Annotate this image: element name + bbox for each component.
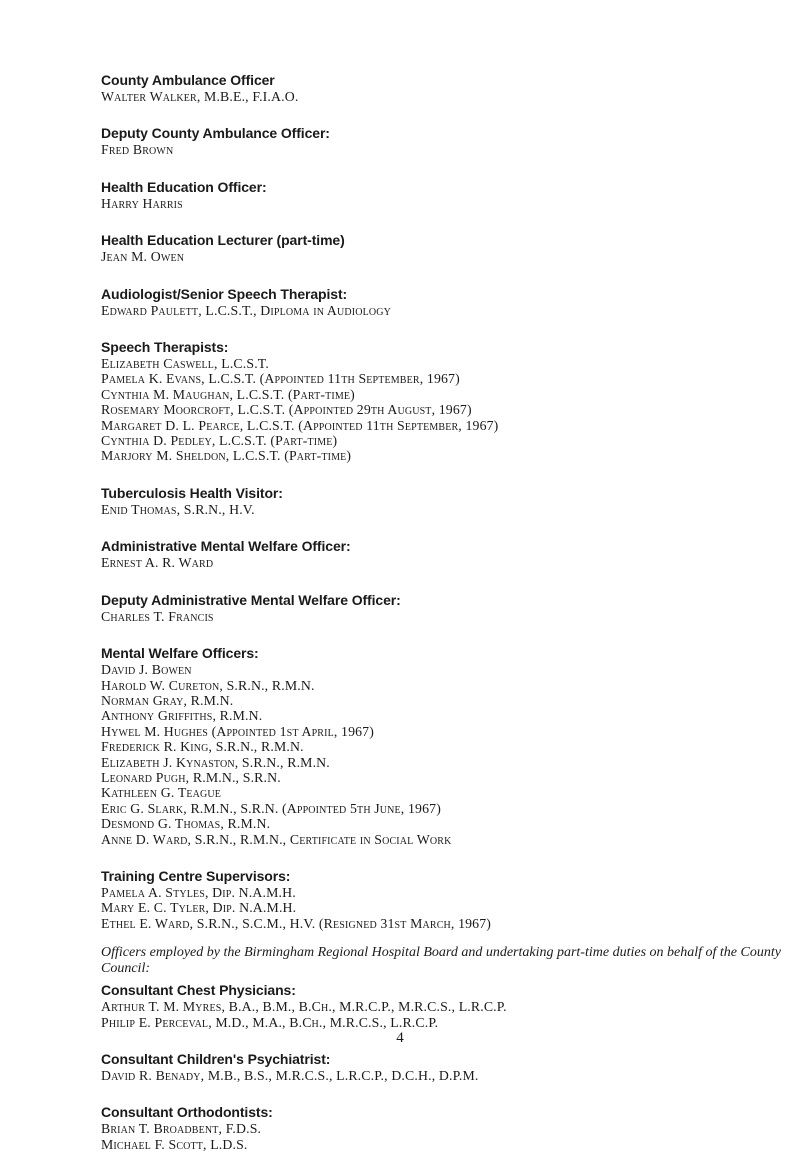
staff-entry: Eric G. Slark, R.M.N., S.R.N. (Appointed 5th June, 1967) (101, 800, 441, 816)
staff-entry: Fred Brown (101, 142, 174, 158)
section-heading: Consultant Orthodontists: (101, 1104, 273, 1121)
staff-entry: Elizabeth J. Kynaston, S.R.N., R.M.N. (101, 754, 330, 770)
section-mental-welfare-officers (101, 645, 781, 847)
section-consultant-children-s-psychiatrist (101, 1051, 781, 1083)
section-heading: Health Education Lecturer (part-time) (101, 232, 345, 249)
hospital-board-note: Officers employed by the Birmingham Regional Hospital Board and undertaking part-time duties on behalf of the County Council: (101, 945, 781, 977)
section-heading: Deputy County Ambulance Officer: (101, 125, 330, 142)
staff-entry: Anne D. Ward, S.R.N., R.M.N., Certificate in Social Work (101, 831, 452, 847)
staff-entry: Enid Thomas, S.R.N., H.V. (101, 501, 255, 517)
section-heading: Deputy Administrative Mental Welfare Officer: (101, 591, 401, 608)
staff-entry: Leonard Pugh, R.M.N., S.R.N. (101, 769, 281, 785)
staff-entry: Anthony Griffiths, R.M.N. (101, 708, 263, 724)
staff-entry: Brian T. Broadbent, F.D.S. (101, 1121, 262, 1137)
entry-list (101, 89, 781, 104)
consultant-list (101, 982, 781, 1152)
entry-list (101, 999, 781, 1030)
section-deputy-county-ambulance-officer (101, 125, 781, 157)
staff-entry: Pamela A. Styles, Dip. N.A.M.H. (101, 884, 296, 900)
staff-entry: Walter Walker, M.B.E., F.I.A.O. (101, 89, 299, 104)
section-county-ambulance-officer (101, 72, 781, 104)
entry-list (101, 502, 781, 517)
staff-entry: Desmond G. Thomas, R.M.N. (101, 816, 271, 832)
section-speech-therapists (101, 339, 781, 464)
staff-entry: Edward Paulett, L.C.S.T., Diploma in Audiology (101, 302, 392, 318)
section-heading: Administrative Mental Welfare Officer: (101, 538, 351, 555)
section-audiologist-senior-speech-therapist (101, 286, 781, 318)
staff-entry: Jean M. Owen (101, 249, 185, 265)
staff-entry: Pamela K. Evans, L.C.S.T. (Appointed 11th September, 1967) (101, 371, 460, 387)
entry-list (101, 303, 781, 318)
section-tuberculosis-health-visitor (101, 485, 781, 517)
section-administrative-mental-welfare-officer (101, 538, 781, 570)
page-number: 4 (396, 1030, 404, 1046)
staff-entry: Harold W. Cureton, S.R.N., R.M.N. (101, 677, 315, 693)
staff-entry: Elizabeth Caswell, L.C.S.T. (101, 356, 269, 372)
section-heading: Mental Welfare Officers: (101, 645, 259, 662)
section-health-education-lecturer-part-time (101, 232, 781, 264)
staff-entry: Rosemary Moorcroft, L.C.S.T. (Appointed 29th August, 1967) (101, 402, 472, 418)
entry-list (101, 1121, 781, 1152)
staff-entry: Charles T. Francis (101, 608, 214, 624)
staff-entry: Norman Gray, R.M.N. (101, 692, 234, 708)
staff-list (101, 72, 781, 931)
entry-list (101, 142, 781, 157)
entry-list (101, 196, 781, 211)
entry-list (101, 249, 781, 264)
staff-entry: Philip E. Perceval, M.D., M.A., B.Ch., M.R.C.S., L.R.C.P. (101, 1014, 439, 1030)
staff-entry: Ethel E. Ward, S.R.N., S.C.M., H.V. (Resigned 31st March, 1967) (101, 915, 492, 931)
entry-list (101, 555, 781, 570)
section-heading: Consultant Chest Physicians: (101, 982, 296, 999)
staff-entry: Michael F. Scott, L.D.S. (101, 1136, 248, 1152)
section-heading: County Ambulance Officer (101, 72, 275, 88)
staff-entry: Hywel M. Hughes (Appointed 1st April, 1967) (101, 723, 374, 739)
section-heading: Audiologist/Senior Speech Therapist: (101, 285, 348, 302)
section-heading: Consultant Children's Psychiatrist: (101, 1051, 331, 1067)
staff-entry: Cynthia D. Pedley, L.C.S.T. (Part-time) (101, 433, 338, 449)
staff-entry: David R. Benady, M.B., B.S., M.R.C.S., L.R.C.P., D.C.H., D.P.M. (101, 1068, 479, 1083)
section-heading: Speech Therapists: (101, 339, 229, 356)
entry-list (101, 356, 781, 464)
staff-entry: Harry Harris (101, 195, 183, 211)
staff-entry: Kathleen G. Teague (101, 785, 222, 801)
section-deputy-administrative-mental-welfare-officer (101, 592, 781, 624)
staff-entry: Cynthia M. Maughan, L.C.S.T. (Part-time) (101, 386, 355, 402)
entry-list (101, 1068, 781, 1083)
section-heading: Tuberculosis Health Visitor: (101, 484, 283, 501)
section-heading: Training Centre Supervisors: (101, 867, 291, 884)
entry-list (101, 662, 781, 847)
document-body (101, 72, 781, 1152)
staff-entry: Margaret D. L. Pearce, L.C.S.T. (Appointed 11th September, 1967) (101, 417, 499, 433)
staff-entry: Mary E. C. Tyler, Dip. N.A.M.H. (101, 900, 297, 916)
entry-list (101, 885, 781, 931)
section-heading: Health Education Officer: (101, 178, 267, 195)
staff-entry: Frederick R. King, S.R.N., R.M.N. (101, 739, 304, 755)
entry-list (101, 609, 781, 624)
staff-entry: Arthur T. M. Myres, B.A., B.M., B.Ch., M.R.C.P., M.R.C.S., L.R.C.P. (101, 999, 507, 1015)
staff-entry: Ernest A. R. Ward (101, 555, 214, 571)
section-health-education-officer (101, 179, 781, 211)
section-consultant-orthodontists (101, 1104, 781, 1152)
staff-entry: David J. Bowen (101, 662, 192, 678)
section-consultant-chest-physicians (101, 982, 781, 1030)
staff-entry: Marjory M. Sheldon, L.C.S.T. (Part-time) (101, 448, 352, 464)
section-training-centre-supervisors (101, 868, 781, 931)
